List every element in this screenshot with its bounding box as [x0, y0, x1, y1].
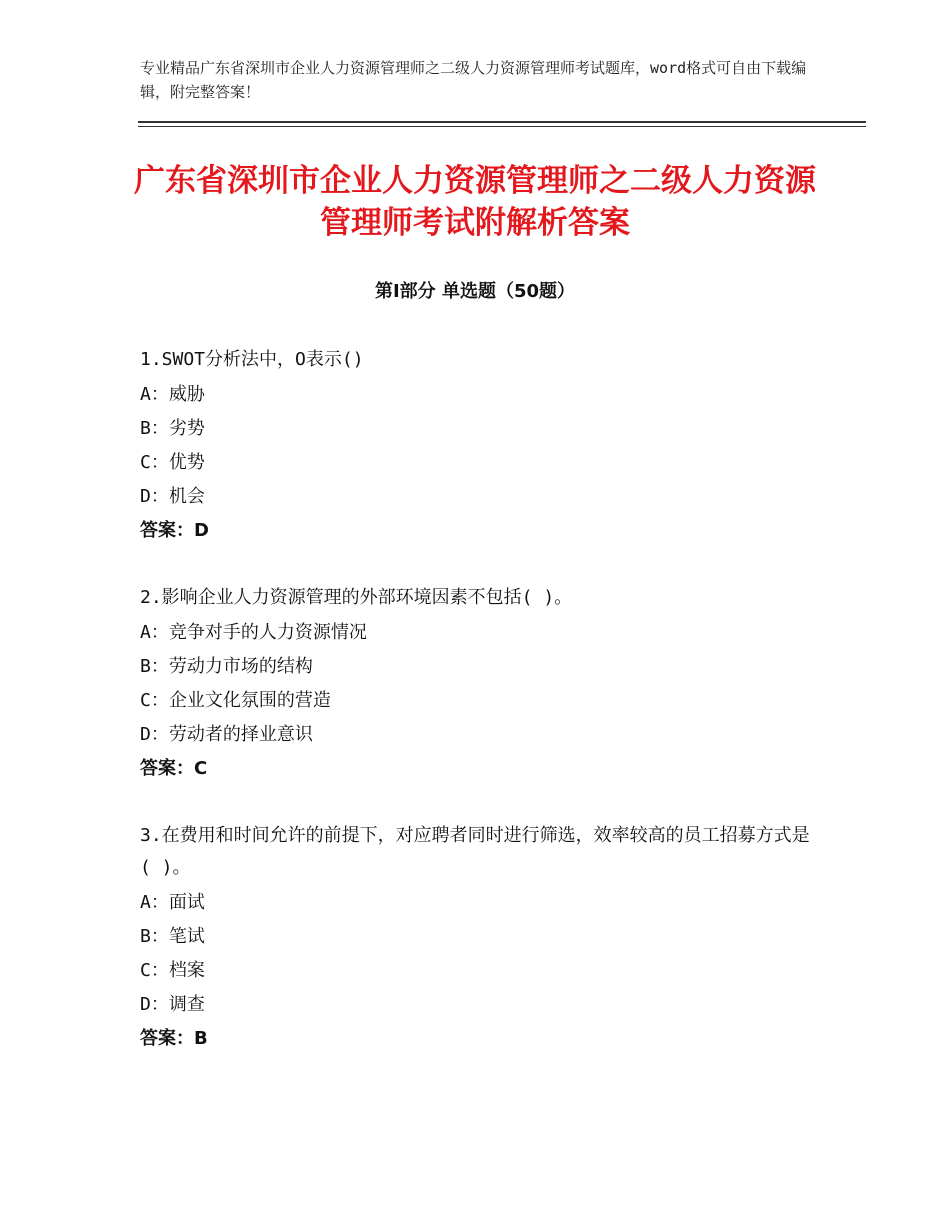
- answer: 答案：B: [140, 1028, 208, 1049]
- question-text: 1.SWOT分析法中，O表示(): [140, 349, 364, 370]
- header-note: 专业精品广东省深圳市企业人力资源管理师之二级人力资源管理师考试题库，word格式可自由下载编辑，附完整答案！: [140, 59, 807, 101]
- option-c: C：优势: [140, 452, 205, 473]
- answer: 答案：D: [140, 520, 209, 541]
- option-d: D：调查: [140, 994, 205, 1015]
- option-c: C：企业文化氛围的营造: [140, 690, 331, 711]
- answer: 答案：C: [140, 758, 208, 779]
- question-text: 2.影响企业人力资源管理的外部环境因素不包括( )。: [140, 587, 573, 608]
- header-rule-thin: [138, 126, 866, 127]
- option-b: B：劣势: [140, 418, 205, 439]
- question-text: 3.在费用和时间允许的前提下，对应聘者同时进行筛选，效率较高的员工招募方式是( )。: [140, 825, 810, 878]
- document-title: 广东省深圳市企业人力资源管理师之二级人力资源管理师考试附解析答案: [134, 163, 816, 241]
- option-d: D：劳动者的择业意识: [140, 724, 313, 745]
- question-2: [140, 582, 820, 786]
- header-rule-thick: [138, 121, 866, 123]
- option-a: A：面试: [140, 892, 205, 913]
- option-d: D：机会: [140, 486, 205, 507]
- question-3: [140, 820, 820, 1056]
- section-title: 第Ⅰ部分 单选题（50题）: [374, 281, 575, 302]
- option-a: A：威胁: [140, 384, 205, 405]
- question-list: [140, 344, 820, 1090]
- option-c: C：档案: [140, 960, 205, 981]
- option-a: A：竞争对手的人力资源情况: [140, 622, 367, 643]
- option-b: B：笔试: [140, 926, 205, 947]
- option-b: B：劳动力市场的结构: [140, 656, 313, 677]
- question-1: [140, 344, 820, 548]
